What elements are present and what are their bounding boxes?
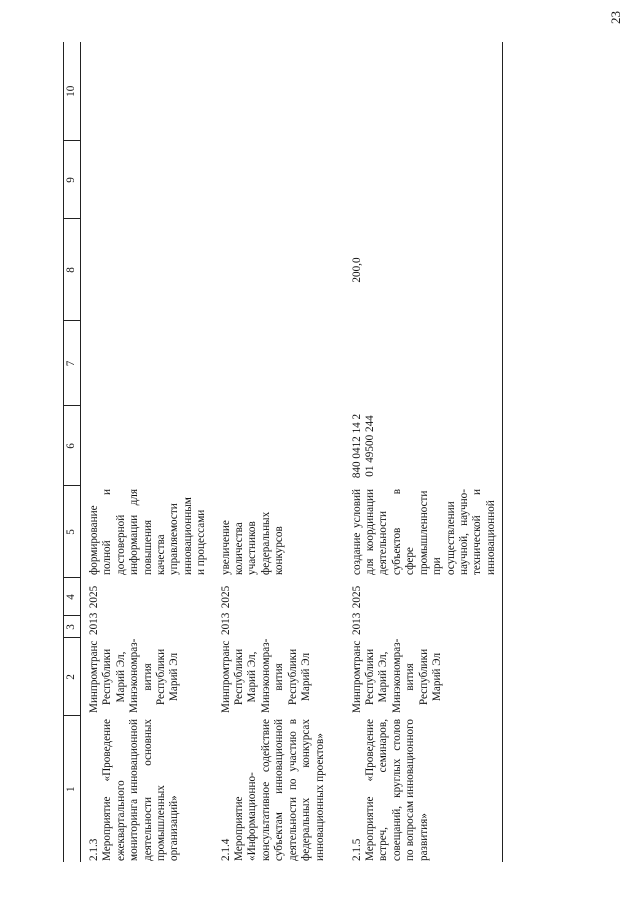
table-row <box>213 42 344 862</box>
start-year-cell: 2013 <box>88 612 100 635</box>
col9-cell <box>81 141 213 219</box>
table-row <box>81 42 213 862</box>
table-header-row <box>64 42 81 862</box>
measure-name: Мероприятие «Информационно-консультативное содействие субъектам инновационной деятельности по участию в федеральных конкурсах инновационных проектов» <box>233 719 326 861</box>
col8-cell <box>81 219 213 321</box>
header-col-8: 8 <box>64 219 81 321</box>
col7-cell <box>344 321 503 406</box>
table-row <box>344 42 503 862</box>
header-col-3: 3 <box>64 616 81 638</box>
measure-name: Мероприятие «Проведение встреч, семинаров, совещаний, круглых столов по вопросам инновационного развития» <box>364 719 430 861</box>
measure-number: 2.1.4 <box>219 838 232 861</box>
kbk-cell <box>81 406 213 486</box>
measure-number: 2.1.3 <box>88 838 100 861</box>
measure-number: 2.1.5 <box>350 838 363 861</box>
header-col-5: 5 <box>64 486 81 578</box>
end-year-cell: 2025 <box>88 585 100 609</box>
kbk-cell <box>213 406 344 486</box>
header-col-2: 2 <box>64 638 81 716</box>
col10-cell <box>213 42 344 141</box>
col7-cell <box>213 321 344 406</box>
executor-cell: Минпромтранс Республики Марий Эл, Минэкономраз-вития Республики Марий Эл <box>88 638 181 713</box>
header-col-10: 10 <box>64 42 81 141</box>
result-cell: формирование полной и достоверной информации для повышения качества управляемости инновационным и процессами <box>88 489 208 575</box>
col7-cell <box>81 321 213 406</box>
header-col-4: 4 <box>64 578 81 616</box>
col9-cell <box>344 141 503 219</box>
rotated-table-container <box>63 42 575 862</box>
program-measures-table <box>63 42 503 862</box>
result-cell: создание условий для координации деятельности субъектов в сфере промышленности при осуществлении научной, научно-технической и инновационной <box>344 486 503 578</box>
end-year-cell: 2025 <box>344 578 503 616</box>
header-col-7: 7 <box>64 321 81 406</box>
col10-cell <box>81 42 213 141</box>
col10-cell <box>344 42 503 141</box>
col9-cell <box>213 141 344 219</box>
executor-cell: Минпромтранс Республики Марий Эл, Минэкономраз-вития Республики Марий Эл <box>219 638 313 713</box>
start-year-cell: 2013 <box>219 612 232 635</box>
measure-cell <box>344 716 503 862</box>
measure-cell <box>81 716 213 862</box>
header-col-6: 6 <box>64 406 81 486</box>
page-number: 23 <box>608 11 623 24</box>
kbk-cell: 840 0412 14 2 01 49500 244 <box>344 406 503 486</box>
end-year-cell: 2025 <box>219 585 232 609</box>
col8-cell: 200,0 <box>344 219 503 321</box>
result-cell: увеличение количества участников федеральных конкурсов <box>219 511 286 575</box>
measure-cell <box>213 716 344 862</box>
header-col-1: 1 <box>64 716 81 862</box>
start-year-cell: 2013 <box>344 616 503 638</box>
executor-cell: Минпромтранс Республики Марий Эл, Минэкономраз-вития Республики Марий Эл <box>344 638 503 716</box>
measure-name: Мероприятие «Проведение ежеквартального мониторинга инновационной деятельности основных промышленных организаций» <box>101 719 181 861</box>
header-col-9: 9 <box>64 141 81 219</box>
col8-cell <box>213 219 344 321</box>
